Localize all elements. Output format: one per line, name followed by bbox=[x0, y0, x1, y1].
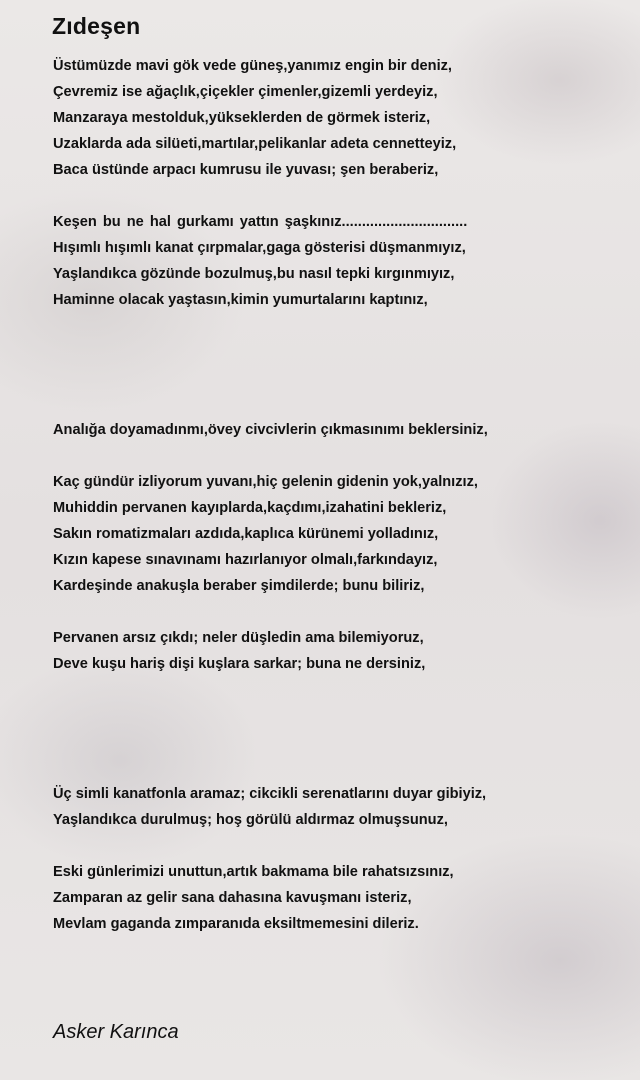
poem-line: Çevremiz ise ağaçlık,çiçekler çimenler,gizemli yerdeyiz, bbox=[53, 84, 438, 100]
stanza-break bbox=[53, 339, 633, 365]
poem-line: Kaç gündür izliyorum yuvanı,hiç gelenin gidenin yok,yalnızız, bbox=[53, 474, 478, 490]
poem-line: Uzaklarda ada silüeti,martılar,pelikanlar adeta cennetteyiz, bbox=[53, 136, 457, 152]
stanza-break bbox=[53, 755, 633, 781]
stanza-break bbox=[53, 391, 633, 417]
stanza-break bbox=[53, 703, 633, 729]
stanza-break bbox=[53, 183, 633, 209]
poem-line: Baca üstünde arpacı kumrusu ile yuvası; şen beraberiz, bbox=[53, 162, 439, 178]
stanza-break bbox=[53, 599, 633, 625]
poem-line: Kızın kapese sınavınamı hazırlanıyor olmalı,farkındayız, bbox=[53, 552, 438, 568]
author-signature: Asker Karınca bbox=[53, 1021, 179, 1043]
poem-line: Hışımlı hışımlı kanat çırpmalar,gaga gösterisi düşmanmıyız, bbox=[53, 240, 466, 256]
poem-line: Keşen bu ne hal gurkamı yattın şaşkınız............................... bbox=[53, 214, 468, 230]
poem-line: Yaşlandıkca gözünde bozulmuş,bu nasıl tepki kırgınmıyız, bbox=[53, 266, 455, 282]
stanza-break bbox=[53, 677, 633, 703]
poem-line: Üstümüzde mavi gök vede güneş,yanımız engin bir deniz, bbox=[53, 58, 452, 74]
poem-line: Haminne olacak yaştasın,kimin yumurtalarını kaptınız, bbox=[53, 292, 428, 308]
poem-line: Pervanen arsız çıkdı; neler düşledin ama bilemiyoruz, bbox=[53, 630, 424, 646]
poem-line: Deve kuşu hariş dişi kuşlara sarkar; buna ne dersiniz, bbox=[53, 656, 426, 672]
poem-line: Analığa doyamadınmı,övey civcivlerin çıkmasınımı beklersiniz, bbox=[53, 422, 488, 438]
poem-line: Mevlam gaganda zımparanıda eksiltmemesini dileriz. bbox=[53, 916, 419, 932]
stanza-break bbox=[53, 313, 633, 339]
poem-line: Zamparan az gelir sana dahasına kavuşmanı isteriz, bbox=[53, 890, 412, 906]
poem-line: Muhiddin pervanen kayıplarda,kaçdımı,izahatini bekleriz, bbox=[53, 500, 447, 516]
stanza-break bbox=[53, 729, 633, 755]
poem-line: Kardeşinde anakuşla beraber şimdilerde; bunu biliriz, bbox=[53, 578, 425, 594]
poem-line: Üç simli kanatfonla aramaz; cikcikli serenatlarını duyar gibiyiz, bbox=[53, 786, 487, 802]
poem-title: Zıdeşen bbox=[52, 13, 141, 39]
stanza-break bbox=[53, 833, 633, 859]
poem-line: Yaşlandıkca durulmuş; hoş görülü aldırmaz olmuşsunuz, bbox=[53, 812, 448, 828]
stanza-break bbox=[53, 443, 633, 469]
poem-body bbox=[53, 53, 633, 937]
poem-line: Sakın romatizmaları azdıda,kaplıca kürünemi yolladınız, bbox=[53, 526, 439, 542]
stanza-break bbox=[53, 365, 633, 391]
poem-line: Eski günlerimizi unuttun,artık bakmama bile rahatsızsınız, bbox=[53, 864, 454, 880]
poem-line: Manzaraya mestolduk,yükseklerden de görmek isteriz, bbox=[53, 110, 431, 126]
